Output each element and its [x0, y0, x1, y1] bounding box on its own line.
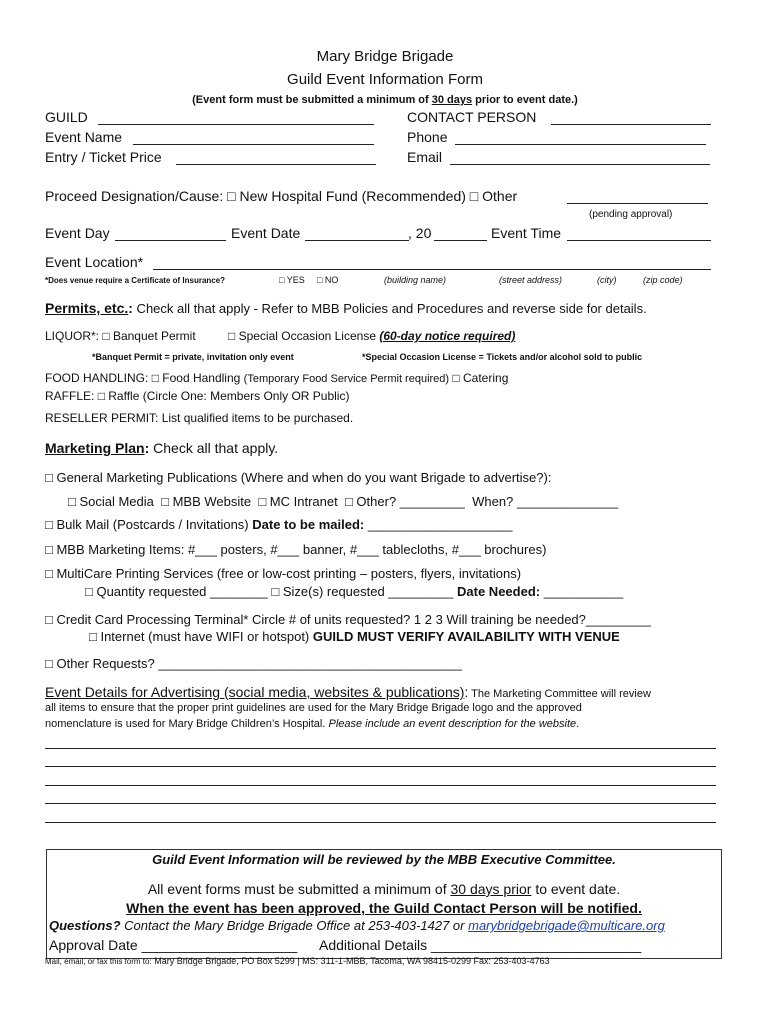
- description-line[interactable]: [45, 785, 716, 786]
- bulk-mail-line: [45, 517, 512, 532]
- email-label: Email: [407, 149, 443, 165]
- special-occasion-line: [228, 329, 515, 343]
- insurance-no-checkbox[interactable]: □ NO: [317, 275, 339, 285]
- review-box: [46, 849, 722, 959]
- credit-card-terminal-checkbox[interactable]: □ Credit Card Processing Terminal* Circle # of units requested? 1 2 3 Will training be needed?_________: [45, 612, 651, 627]
- form-title: Guild Event Information Form: [287, 71, 483, 88]
- special-occasion-note: *Special Occasion License = Tickets and/or alcohol sold to public: [362, 352, 643, 362]
- other-cause-checkbox[interactable]: □ Other: [469, 188, 518, 204]
- marketing-heading-line: Marketing Plan: Check all that apply.: [45, 440, 279, 456]
- review-box-title: Guild Event Information will be reviewed by the MBB Executive Committee.: [152, 852, 616, 867]
- reseller-permit-label: RESELLER PERMIT:: [45, 411, 159, 425]
- liquor-label: LIQUOR*:: [45, 329, 100, 343]
- marketing-channels-line: [68, 494, 618, 509]
- phone-label: Phone: [407, 129, 448, 145]
- event-date-field[interactable]: [305, 240, 409, 241]
- permits-heading: Permits, etc.: [45, 300, 129, 316]
- entry-price-label: Entry / Ticket Price: [45, 149, 162, 165]
- guild-field[interactable]: [98, 124, 374, 125]
- banquet-note: *Banquet Permit = private, invitation only event: [92, 352, 294, 362]
- building-name-hint: (building name): [384, 275, 447, 285]
- designation-line: [45, 188, 517, 204]
- advertising-heading-line: Event Details for Advertising (social media, websites & publications): The Marketing Committee will review: [45, 684, 651, 700]
- street-address-hint: (street address): [499, 275, 563, 285]
- event-name-label: Event Name: [45, 129, 123, 145]
- event-time-field[interactable]: [567, 240, 711, 241]
- date-to-be-mailed-label: Date to be mailed:: [252, 517, 365, 532]
- permits-intro: Check all that apply - Refer to MBB Policies and Procedures and reverse side for details.: [132, 301, 647, 316]
- sixty-day-notice: (60-day notice required): [379, 329, 516, 343]
- entry-price-field[interactable]: [176, 164, 376, 165]
- printing-services-checkbox[interactable]: □ MultiCare Printing Services (free or low-cost printing – posters, flyers, invitations): [45, 566, 522, 581]
- printing-quantity-line: [85, 584, 623, 599]
- social-media-checkbox[interactable]: □ Social Media: [68, 494, 154, 509]
- date-to-be-mailed-field[interactable]: ____________________: [364, 517, 513, 532]
- quantity-size-checkboxes[interactable]: □ Quantity requested ________ □ Size(s) requested _________: [85, 584, 458, 599]
- approval-notification: When the event has been approved, the Guild Contact Person will be notified.: [126, 900, 642, 916]
- advertising-heading: Event Details for Advertising (social media, websites & publications): [45, 684, 465, 700]
- internet-checkbox[interactable]: □ Internet (must have WIFI or hotspot): [89, 629, 313, 644]
- guild-verify-notice: GUILD MUST VERIFY AVAILABILITY WITH VENUE: [312, 629, 620, 644]
- when-field[interactable]: When? ______________: [472, 494, 619, 509]
- event-date-label: Event Date: [231, 225, 301, 241]
- food-handling-label: FOOD HANDLING:: [45, 371, 149, 385]
- contact-person-label: CONTACT PERSON: [407, 109, 537, 125]
- insurance-question: *Does venue require a Certificate of Insurance?: [45, 276, 226, 285]
- description-line[interactable]: [45, 766, 716, 767]
- internet-line: [89, 629, 620, 644]
- raffle-circle-note: (Circle One: Members Only OR Public): [142, 389, 350, 403]
- raffle-checkbox[interactable]: □ Raffle: [97, 389, 140, 403]
- event-name-field[interactable]: [133, 144, 374, 145]
- additional-details-field[interactable]: Additional Details ___________________________: [319, 937, 642, 953]
- marketing-intro: Check all that apply.: [149, 440, 279, 456]
- other-channel-checkbox[interactable]: □ Other? _________: [344, 494, 465, 509]
- other-cause-field[interactable]: [567, 203, 708, 204]
- designation-label: Proceed Designation/Cause:: [45, 188, 224, 204]
- zip-code-hint: (zip code): [643, 275, 683, 285]
- general-marketing-checkbox[interactable]: □ General Marketing Publications (Where and when do you want Brigade to advertise?):: [45, 470, 552, 485]
- event-location-field[interactable]: [153, 269, 711, 270]
- date-needed-label: Date Needed:: [457, 584, 541, 599]
- liquor-line: [45, 329, 196, 343]
- description-line[interactable]: [45, 822, 716, 823]
- org-name: Mary Bridge Brigade: [316, 48, 454, 65]
- new-hospital-fund-checkbox[interactable]: □ New Hospital Fund (Recommended): [227, 188, 466, 204]
- catering-checkbox[interactable]: □ Catering: [452, 371, 509, 385]
- guild-label: GUILD: [45, 109, 88, 125]
- bulk-mail-checkbox[interactable]: □ Bulk Mail (Postcards / Invitations): [45, 517, 253, 532]
- other-requests-checkbox[interactable]: □ Other Requests? __________________________________________: [45, 656, 463, 671]
- contact-person-field[interactable]: [551, 124, 711, 125]
- description-line[interactable]: [45, 748, 716, 749]
- year-prefix: , 20: [408, 225, 432, 241]
- event-day-field[interactable]: [115, 240, 226, 241]
- permits-heading-line: Permits, etc.: Check all that apply - Refer to MBB Policies and Procedures and reverse side for details.: [45, 300, 647, 316]
- event-time-label: Event Time: [491, 225, 562, 241]
- office-email-link[interactable]: marybridgebrigade@multicare.org: [468, 918, 665, 933]
- city-hint: (city): [597, 275, 617, 285]
- mbb-website-checkbox[interactable]: □ MBB Website: [161, 494, 252, 509]
- footer-mailing-info: Mail, email, or fax this form to: Mary Bridge Brigade, PO Box 5299 | MS: 311-1-MBB, Tacoma, WA 98415-0299 Fax: 253-403-4763: [45, 956, 550, 966]
- temporary-food-permit-note: (Temporary Food Service Permit required): [243, 373, 450, 385]
- advertising-line-3: nomenclature is used for Mary Bridge Children’s Hospital. Please include an event description for the website.: [45, 718, 580, 730]
- raffle-label: RAFFLE:: [45, 389, 95, 403]
- submission-reminder: All event forms must be submitted a minimum of 30 days prior to event date.: [147, 881, 621, 897]
- email-field[interactable]: [450, 164, 710, 165]
- submission-notice: (Event form must be submitted a minimum of 30 days prior to event date.): [192, 94, 578, 106]
- marketing-heading: Marketing Plan: [45, 440, 145, 456]
- reseller-line: [45, 411, 353, 425]
- advertising-line-1: The Marketing Committee will review: [468, 688, 651, 700]
- approval-date-field[interactable]: Approval Date ____________________: [49, 937, 298, 953]
- advertising-line-2: all items to ensure that the proper print guidelines are used for the Mary Bridge Brigade logo and the approved: [45, 702, 582, 714]
- date-needed-field[interactable]: ___________: [540, 584, 624, 599]
- event-location-label: Event Location*: [45, 254, 144, 270]
- pending-approval-note: (pending approval): [589, 209, 673, 220]
- banquet-permit-checkbox[interactable]: □ Banquet Permit: [102, 329, 196, 343]
- description-line[interactable]: [45, 803, 716, 804]
- food-handling-checkbox[interactable]: □ Food Handling: [151, 371, 241, 385]
- questions-line: Questions? Contact the Mary Bridge Brigade Office at 253-403-1427 or marybridgebrigade@multicare.org: [49, 918, 665, 933]
- food-handling-line: [45, 371, 508, 385]
- event-year-field[interactable]: [434, 240, 487, 241]
- phone-field[interactable]: [455, 144, 706, 145]
- marketing-items-checkbox[interactable]: □ MBB Marketing Items: #___ posters, #___ banner, #___ tablecloths, #___ brochures): [45, 542, 547, 557]
- insurance-yes-checkbox[interactable]: □ YES: [279, 275, 305, 285]
- special-occasion-checkbox[interactable]: □ Special Occasion License: [228, 329, 376, 343]
- mc-intranet-checkbox[interactable]: □ MC Intranet: [258, 494, 338, 509]
- reseller-note: List qualified items to be purchased.: [161, 411, 354, 425]
- event-day-label: Event Day: [45, 225, 110, 241]
- raffle-line: [45, 389, 349, 403]
